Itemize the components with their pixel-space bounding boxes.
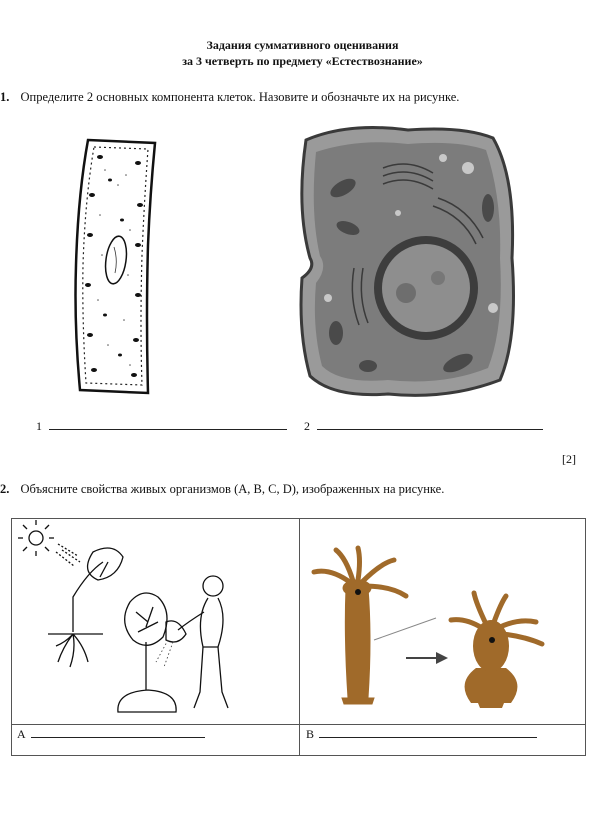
answer-line-A[interactable] — [17, 727, 205, 742]
answer-label-A: A — [17, 727, 26, 741]
question-2-text: Объясните свойства живых организмов (A, B, C, D), изображенных на рисунке. — [20, 482, 445, 496]
answer-label-B: B — [306, 727, 315, 741]
question-2-number: 2. — [0, 482, 10, 496]
answer-line-B[interactable] — [306, 727, 537, 742]
question-1-text: Определите 2 основных компонента клеток. Назовите и обозначьте их на рисунке. — [20, 90, 460, 104]
table-column-divider — [299, 518, 300, 756]
question-1-number: 1. — [0, 90, 10, 104]
worksheet-subtitle: за 3 четверть по предмету «Естествознание» — [182, 54, 423, 68]
worksheet-title: Задания суммативного оценивания — [206, 38, 399, 52]
question-2 — [0, 482, 444, 497]
question-1 — [0, 90, 459, 105]
plant-and-child-illustration — [18, 522, 278, 722]
score-label: [2] — [562, 452, 576, 466]
answer-label-1: 1 — [36, 419, 42, 433]
table-row-divider — [11, 724, 586, 725]
answer-line-2[interactable] — [304, 419, 543, 434]
animal-cell-illustration — [288, 118, 523, 403]
answer-label-2: 2 — [304, 419, 310, 433]
hydra-illustration — [306, 548, 561, 718]
plant-cell-illustration — [60, 135, 170, 400]
answer-line-1[interactable] — [36, 419, 287, 434]
